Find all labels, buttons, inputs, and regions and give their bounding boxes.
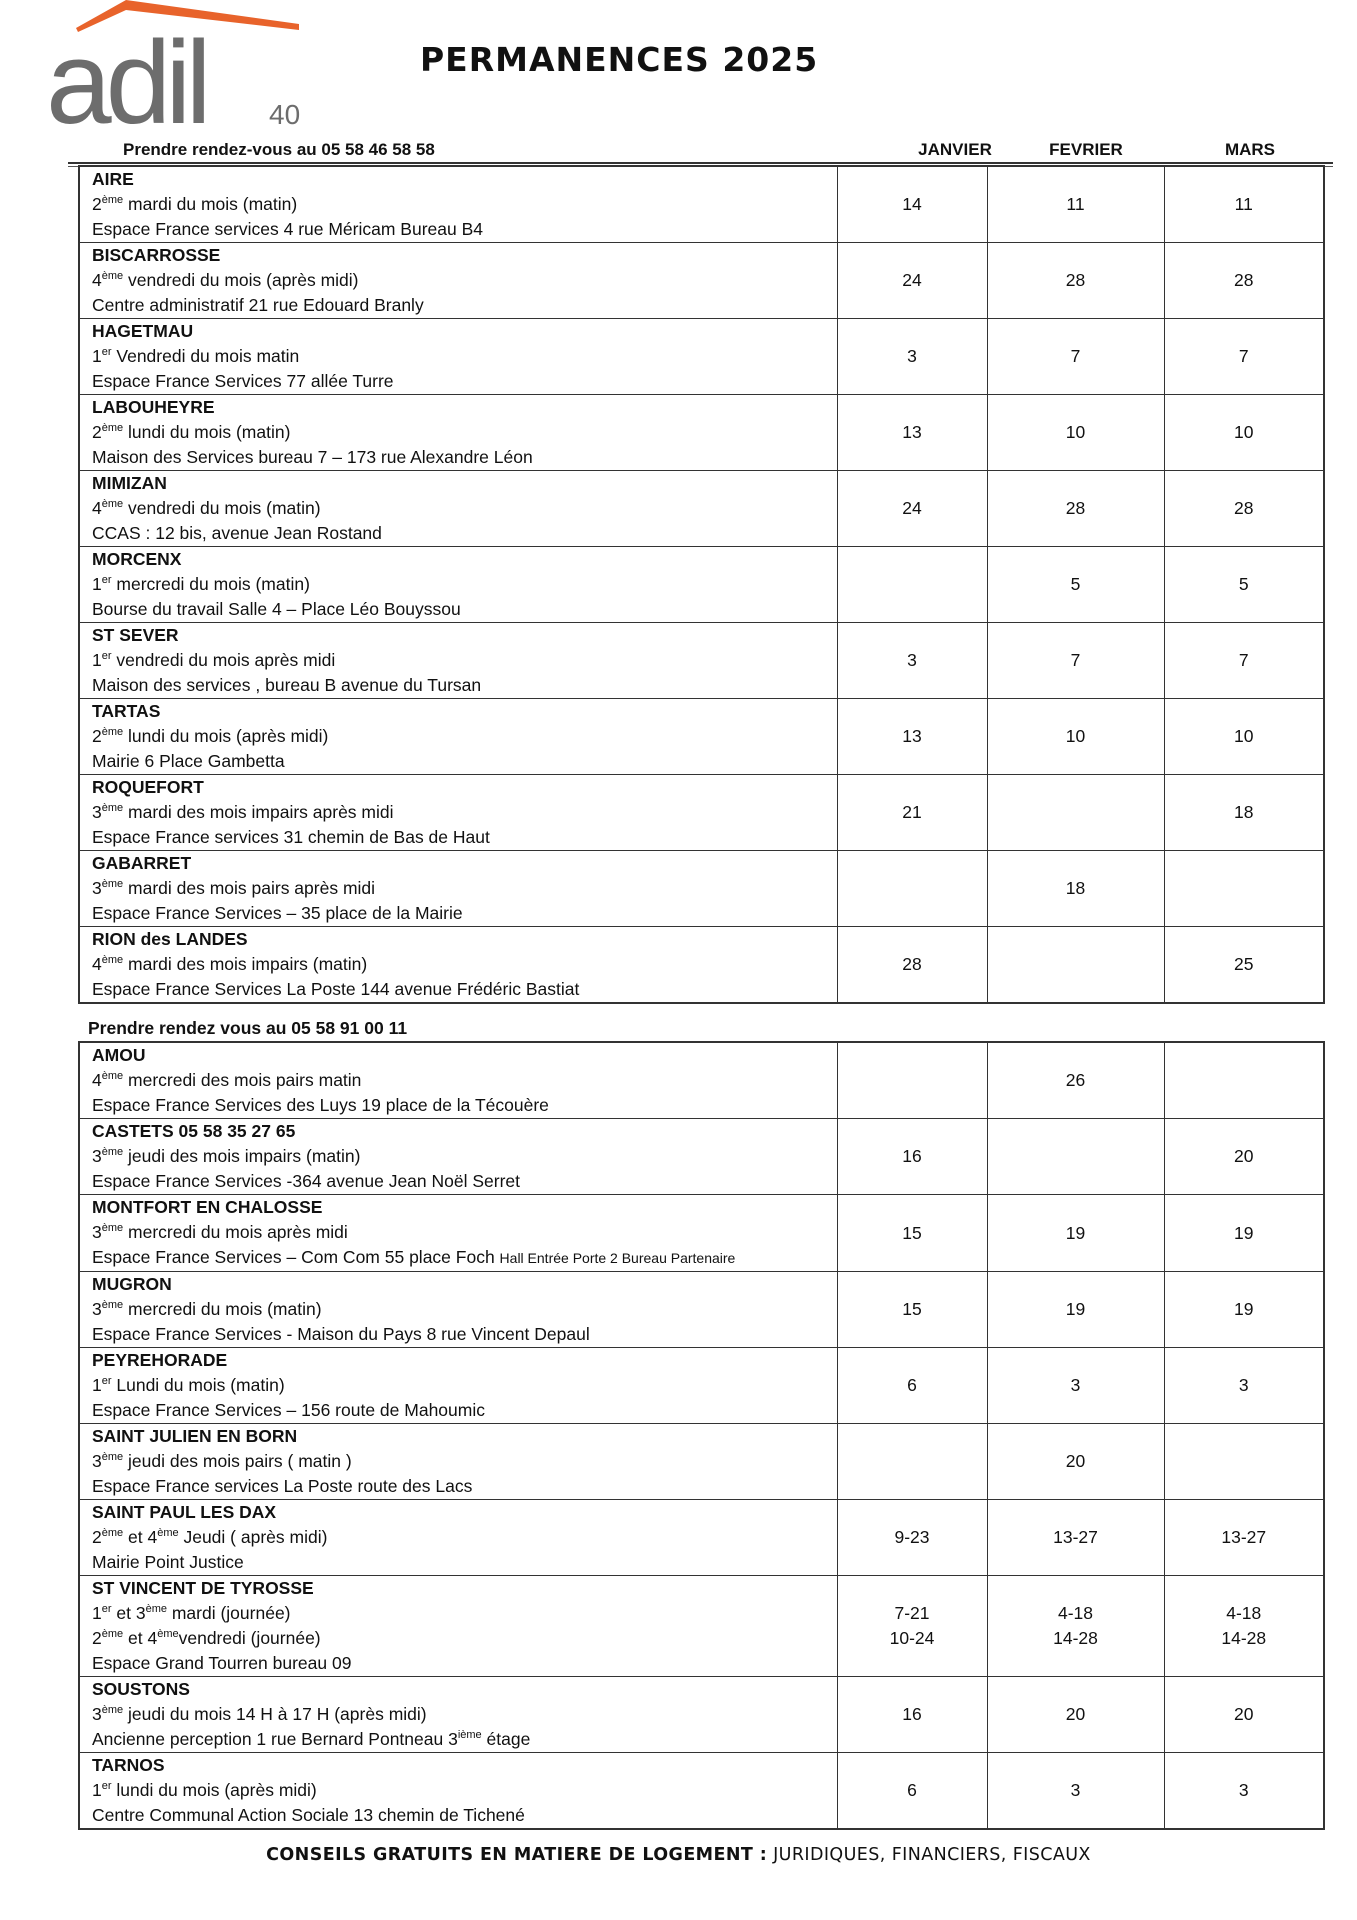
schedule-line: 4ème vendredi du mois (matin) bbox=[92, 498, 321, 518]
location-cell bbox=[79, 1272, 837, 1348]
date-mar: 13-27 bbox=[1164, 1500, 1324, 1576]
location-cell bbox=[79, 1348, 837, 1424]
address-line: Bourse du travail Salle 4 – Place Léo Bouyssou bbox=[92, 599, 461, 619]
location-cell bbox=[79, 1042, 837, 1119]
table-row bbox=[79, 1753, 1324, 1830]
location-cell bbox=[79, 1424, 837, 1500]
date-jan: 6 bbox=[837, 1348, 987, 1424]
date-jan: 15 bbox=[837, 1272, 987, 1348]
date-jan: 24 bbox=[837, 471, 987, 547]
location-name: SOUSTONS bbox=[92, 1679, 190, 1699]
location-name: PEYREHORADE bbox=[92, 1350, 228, 1370]
location-cell bbox=[79, 623, 837, 699]
date-mar: 19 bbox=[1164, 1272, 1324, 1348]
address-line: Espace Grand Tourren bureau 09 bbox=[92, 1653, 352, 1673]
date-jan: 21 bbox=[837, 775, 987, 851]
location-name: TARTAS bbox=[92, 701, 161, 721]
date-jan bbox=[837, 547, 987, 623]
date-jan: 3 bbox=[837, 623, 987, 699]
date-feb: 11 bbox=[987, 166, 1164, 243]
schedule-line: 3ème mercredi du mois (matin) bbox=[92, 1299, 322, 1319]
location-name: SAINT PAUL LES DAX bbox=[92, 1502, 277, 1522]
adil-logo bbox=[44, 0, 314, 130]
location-name: ST VINCENT DE TYROSSE bbox=[92, 1578, 314, 1598]
date-jan: 3 bbox=[837, 319, 987, 395]
date-mar: 4-18 14-28 bbox=[1164, 1576, 1324, 1677]
location-cell bbox=[79, 1195, 837, 1272]
table-row bbox=[79, 547, 1324, 623]
address-line: Centre Communal Action Sociale 13 chemin de Tichené bbox=[92, 1805, 525, 1825]
location-cell bbox=[79, 1119, 837, 1195]
location-name: HAGETMAU bbox=[92, 321, 194, 341]
date-feb: 28 bbox=[987, 471, 1164, 547]
page-title: PERMANENCES 2025 bbox=[420, 40, 819, 79]
date-mar bbox=[1164, 1424, 1324, 1500]
date-jan: 13 bbox=[837, 699, 987, 775]
table-row bbox=[79, 927, 1324, 1004]
address-line: Maison des Services bureau 7 – 173 rue Alexandre Léon bbox=[92, 447, 533, 467]
schedule-line: 1er mercredi du mois (matin) bbox=[92, 574, 310, 594]
month-header-jan: JANVIER bbox=[918, 140, 992, 159]
location-cell bbox=[79, 851, 837, 927]
address-line: Espace France Services -364 avenue Jean Noël Serret bbox=[92, 1171, 521, 1191]
location-cell bbox=[79, 1500, 837, 1576]
address-line: Espace France Services – 35 place de la Mairie bbox=[92, 903, 463, 923]
table-row bbox=[79, 1348, 1324, 1424]
schedule-line: 1er Lundi du mois (matin) bbox=[92, 1375, 285, 1395]
header-divider bbox=[68, 162, 1333, 164]
date-feb bbox=[987, 775, 1164, 851]
schedule-line: 2ème et 4ème Jeudi ( après midi) bbox=[92, 1527, 328, 1547]
table-row bbox=[79, 166, 1324, 243]
date-mar bbox=[1164, 851, 1324, 927]
date-jan bbox=[837, 1424, 987, 1500]
location-cell bbox=[79, 927, 837, 1004]
location-cell bbox=[79, 166, 837, 243]
date-feb: 19 bbox=[987, 1195, 1164, 1272]
location-name: MORCENX bbox=[92, 549, 182, 569]
address-line: Maison des services , bureau B avenue du Tursan bbox=[92, 675, 482, 695]
date-feb: 26 bbox=[987, 1042, 1164, 1119]
schedule-line: 1er lundi du mois (après midi) bbox=[92, 1780, 317, 1800]
date-feb: 20 bbox=[987, 1424, 1164, 1500]
table-row bbox=[79, 851, 1324, 927]
table-row bbox=[79, 699, 1324, 775]
date-jan bbox=[837, 1042, 987, 1119]
month-header-feb: FEVRIER bbox=[1049, 140, 1123, 159]
location-name: CASTETS 05 58 35 27 65 bbox=[92, 1121, 296, 1141]
table-row bbox=[79, 395, 1324, 471]
date-jan: 28 bbox=[837, 927, 987, 1004]
table-row bbox=[79, 623, 1324, 699]
schedule-line: 4ème vendredi du mois (après midi) bbox=[92, 270, 359, 290]
date-mar: 25 bbox=[1164, 927, 1324, 1004]
schedule-line: 4ème mardi des mois impairs (matin) bbox=[92, 954, 368, 974]
schedule-line: 2ème mardi du mois (matin) bbox=[92, 194, 298, 214]
location-name: MIMIZAN bbox=[92, 473, 167, 493]
location-name: ROQUEFORT bbox=[92, 777, 204, 797]
date-mar: 28 bbox=[1164, 243, 1324, 319]
address-line: CCAS : 12 bis, avenue Jean Rostand bbox=[92, 523, 382, 543]
location-cell bbox=[79, 395, 837, 471]
phone-header-1: Prendre rendez-vous au 05 58 46 58 58 bbox=[123, 140, 435, 159]
date-mar: 28 bbox=[1164, 471, 1324, 547]
date-jan: 9-23 bbox=[837, 1500, 987, 1576]
date-mar: 10 bbox=[1164, 395, 1324, 471]
location-name: MONTFORT EN CHALOSSE bbox=[92, 1197, 323, 1217]
address-line: Ancienne perception 1 rue Bernard Pontneau 3ième étage bbox=[92, 1729, 531, 1749]
date-mar: 11 bbox=[1164, 166, 1324, 243]
address-line: Centre administratif 21 rue Edouard Branly bbox=[92, 295, 424, 315]
date-feb: 18 bbox=[987, 851, 1164, 927]
date-feb: 7 bbox=[987, 319, 1164, 395]
date-feb bbox=[987, 927, 1164, 1004]
schedule-line: 1er vendredi du mois après midi bbox=[92, 650, 336, 670]
table-row bbox=[79, 1272, 1324, 1348]
location-name: GABARRET bbox=[92, 853, 192, 873]
location-cell bbox=[79, 547, 837, 623]
date-jan: 14 bbox=[837, 166, 987, 243]
table-row bbox=[79, 243, 1324, 319]
date-jan bbox=[837, 851, 987, 927]
schedule-line: 4ème mercredi des mois pairs matin bbox=[92, 1070, 362, 1090]
logo-number: 40 bbox=[269, 99, 301, 130]
date-mar: 3 bbox=[1164, 1753, 1324, 1830]
location-cell bbox=[79, 699, 837, 775]
schedule-line: 1er Vendredi du mois matin bbox=[92, 346, 300, 366]
date-feb: 19 bbox=[987, 1272, 1164, 1348]
date-jan: 7-21 10-24 bbox=[837, 1576, 987, 1677]
location-name: AMOU bbox=[92, 1045, 146, 1065]
location-cell bbox=[79, 471, 837, 547]
date-jan: 6 bbox=[837, 1753, 987, 1830]
date-feb: 7 bbox=[987, 623, 1164, 699]
table-row bbox=[79, 319, 1324, 395]
schedule-line: 3ème mardi des mois impairs après midi bbox=[92, 802, 394, 822]
date-feb: 28 bbox=[987, 243, 1164, 319]
table-row bbox=[79, 775, 1324, 851]
logo-text: adil bbox=[46, 17, 206, 130]
date-mar: 7 bbox=[1164, 623, 1324, 699]
table-row bbox=[79, 471, 1324, 547]
location-cell bbox=[79, 775, 837, 851]
date-mar: 19 bbox=[1164, 1195, 1324, 1272]
date-feb: 4-18 14-28 bbox=[987, 1576, 1164, 1677]
phone-header-2: Prendre rendez vous au 05 58 91 00 11 bbox=[88, 1018, 408, 1038]
location-name: TARNOS bbox=[92, 1755, 165, 1775]
location-cell bbox=[79, 1576, 837, 1677]
date-feb: 20 bbox=[987, 1677, 1164, 1753]
schedule-line: 3ème jeudi des mois impairs (matin) bbox=[92, 1146, 361, 1166]
address-line: Espace France Services 77 allée Turre bbox=[92, 371, 394, 391]
date-mar: 7 bbox=[1164, 319, 1324, 395]
table-row bbox=[79, 1119, 1324, 1195]
date-mar: 20 bbox=[1164, 1677, 1324, 1753]
schedule-table-1 bbox=[78, 165, 1325, 1004]
date-jan: 16 bbox=[837, 1677, 987, 1753]
address-line: Espace France Services des Luys 19 place de la Técouère bbox=[92, 1095, 549, 1115]
schedule-line: 3ème mardi des mois pairs après midi bbox=[92, 878, 376, 898]
table-row bbox=[79, 1195, 1324, 1272]
month-header-mar: MARS bbox=[1224, 140, 1276, 159]
address-line: Espace France Services - Maison du Pays 8 rue Vincent Depaul bbox=[92, 1324, 590, 1344]
date-jan: 24 bbox=[837, 243, 987, 319]
date-jan: 15 bbox=[837, 1195, 987, 1272]
table-row bbox=[79, 1576, 1324, 1677]
table-row bbox=[79, 1042, 1324, 1119]
location-name: SAINT JULIEN EN BORN bbox=[92, 1426, 298, 1446]
schedule-line: 2ème et 4èmevendredi (journée) bbox=[92, 1628, 321, 1648]
table-row bbox=[79, 1424, 1324, 1500]
schedule-line: 2ème lundi du mois (matin) bbox=[92, 422, 291, 442]
date-mar: 3 bbox=[1164, 1348, 1324, 1424]
location-name: AIRE bbox=[92, 169, 134, 189]
table-row bbox=[79, 1500, 1324, 1576]
date-mar: 10 bbox=[1164, 699, 1324, 775]
address-line: Mairie Point Justice bbox=[92, 1552, 244, 1572]
location-name: LABOUHEYRE bbox=[92, 397, 215, 417]
location-cell bbox=[79, 1677, 837, 1753]
address-line: Espace France Services – 156 route de Mahoumic bbox=[92, 1400, 485, 1420]
date-feb: 5 bbox=[987, 547, 1164, 623]
address-line: Espace France Services La Poste 144 avenue Frédéric Bastiat bbox=[92, 979, 580, 999]
address-line: Espace France services La Poste route des Lacs bbox=[92, 1476, 473, 1496]
address-line: Espace France Services – Com Com 55 place Foch Hall Entrée Porte 2 Bureau Partenaire bbox=[92, 1247, 736, 1267]
footer-bold: CONSEILS GRATUITS EN MATIERE DE LOGEMENT : bbox=[266, 1845, 768, 1865]
date-mar: 20 bbox=[1164, 1119, 1324, 1195]
date-feb: 10 bbox=[987, 395, 1164, 471]
footer-rest: JURIDIQUES, FINANCIERS, FISCAUX bbox=[767, 1845, 1091, 1865]
date-mar: 18 bbox=[1164, 775, 1324, 851]
location-name: BISCARROSSE bbox=[92, 245, 221, 265]
schedule-line: 2ème lundi du mois (après midi) bbox=[92, 726, 329, 746]
address-line: Espace France services 4 rue Méricam Bureau B4 bbox=[92, 219, 483, 239]
date-feb: 13-27 bbox=[987, 1500, 1164, 1576]
location-name: ST SEVER bbox=[92, 625, 179, 645]
footer-note bbox=[0, 1845, 1357, 1865]
date-feb: 3 bbox=[987, 1753, 1164, 1830]
date-feb bbox=[987, 1119, 1164, 1195]
column-header-row bbox=[68, 138, 1333, 160]
table-row bbox=[79, 1677, 1324, 1753]
location-cell bbox=[79, 319, 837, 395]
date-mar: 5 bbox=[1164, 547, 1324, 623]
schedule-line: 1er et 3ème mardi (journée) bbox=[92, 1603, 291, 1623]
schedule-line: 3ème jeudi du mois 14 H à 17 H (après midi) bbox=[92, 1704, 427, 1724]
date-jan: 16 bbox=[837, 1119, 987, 1195]
schedule-line: 3ème jeudi des mois pairs ( matin ) bbox=[92, 1451, 352, 1471]
date-feb: 10 bbox=[987, 699, 1164, 775]
address-line: Mairie 6 Place Gambetta bbox=[92, 751, 285, 771]
location-name: RION des LANDES bbox=[92, 929, 248, 949]
date-feb: 3 bbox=[987, 1348, 1164, 1424]
address-line: Espace France services 31 chemin de Bas de Haut bbox=[92, 827, 490, 847]
location-name: MUGRON bbox=[92, 1274, 172, 1294]
schedule-line: 3ème mercredi du mois après midi bbox=[92, 1222, 348, 1242]
date-jan: 13 bbox=[837, 395, 987, 471]
schedule-table-2 bbox=[78, 1041, 1325, 1830]
location-cell bbox=[79, 1753, 837, 1830]
location-cell bbox=[79, 243, 837, 319]
date-mar bbox=[1164, 1042, 1324, 1119]
